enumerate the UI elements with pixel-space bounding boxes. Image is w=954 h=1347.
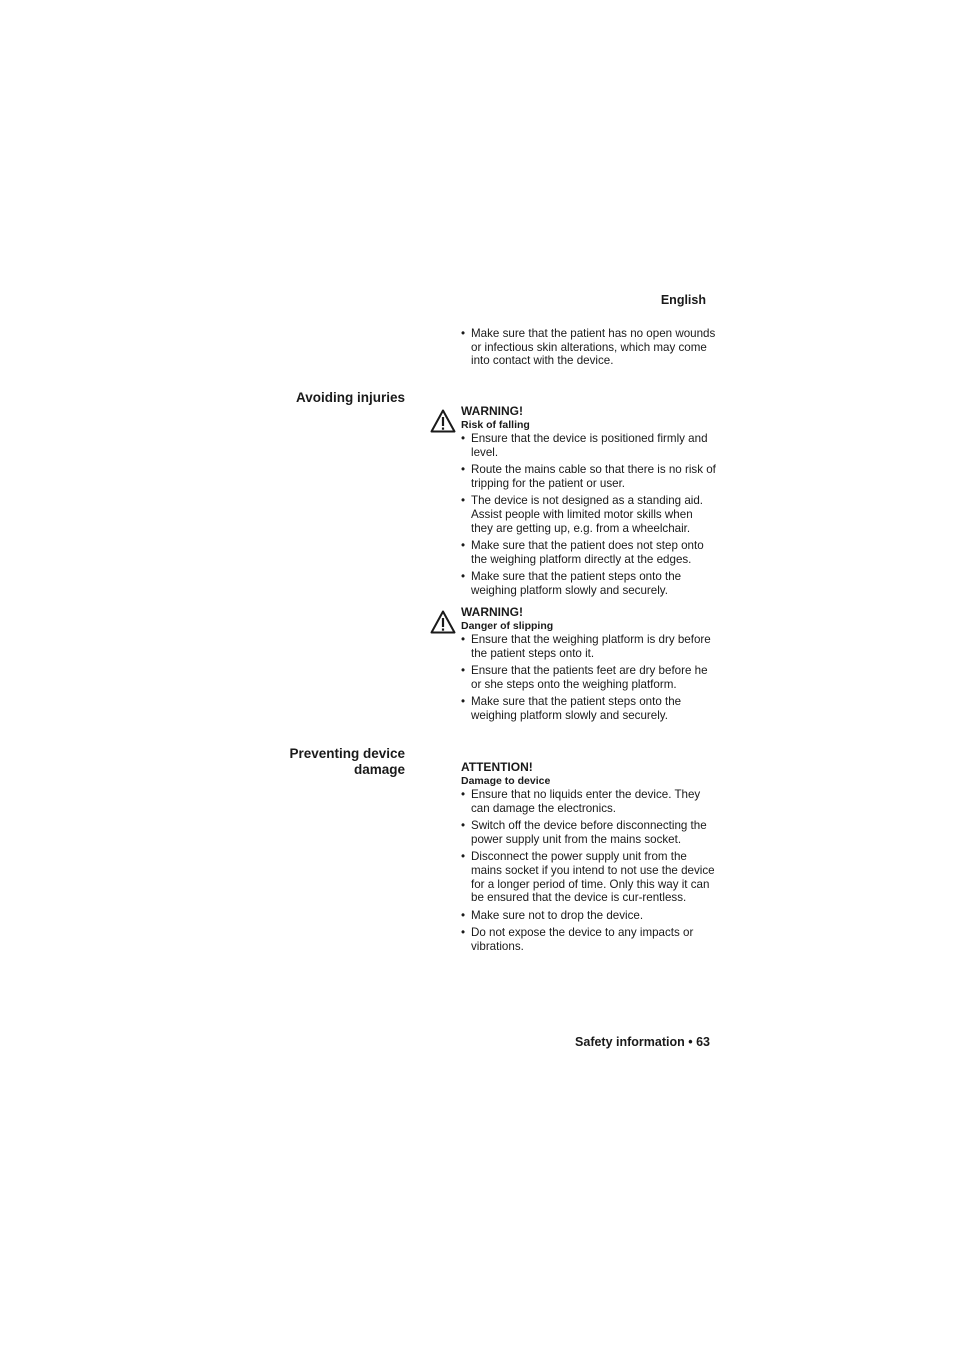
section-heading-avoiding-injuries: Avoiding injuries	[295, 390, 405, 405]
list-item: • Make sure that the patient does not step onto the weighing platform directly at the edges.	[461, 539, 716, 566]
attention-title: ATTENTION!	[461, 760, 533, 774]
warning-block-slipping	[461, 605, 716, 727]
intro-list	[461, 327, 716, 372]
section-heading-preventing-damage	[230, 746, 405, 778]
list-item: • Route the mains cable so that there is no risk of tripping for the patient or user.	[461, 463, 716, 490]
list-item: • Ensure that the weighing platform is dry before the patient steps onto it.	[461, 633, 716, 660]
warning-block-falling	[461, 404, 716, 602]
warning-title: WARNING!	[461, 404, 523, 418]
heading-line: Preventing device	[289, 746, 405, 761]
list-item: • Ensure that the patients feet are dry before he or she steps onto the weighing platform.	[461, 664, 716, 691]
list-item: • Ensure that the device is positioned firmly and level.	[461, 432, 716, 459]
warning-subtitle: Risk of falling	[461, 419, 530, 431]
list-item: • Switch off the device before disconnecting the power supply unit from the mains socket.	[461, 819, 716, 846]
list-item: • Make sure that the patient steps onto the weighing platform slowly and securely.	[461, 570, 716, 597]
list-item: • Do not expose the device to any impacts or vibrations.	[461, 926, 716, 953]
attention-block	[461, 760, 716, 958]
list-item: • The device is not designed as a standing aid. Assist people with limited motor skills when they are getting up, e.g. from a wheelchair.	[461, 494, 716, 535]
list-item: • Make sure that the patient has no open wounds or infectious skin alterations, which may come into contact with the device.	[461, 327, 716, 368]
list-item: • Disconnect the power supply unit from the mains socket if you intend to not use the device for a longer period of time. Only this way it can be ensured that the device is cur-rentless.	[461, 850, 716, 904]
warning-title: WARNING!	[461, 605, 523, 619]
page-footer: Safety information • 63	[575, 1035, 710, 1049]
language-label: English	[660, 293, 706, 307]
attention-subtitle: Damage to device	[461, 775, 551, 787]
list-item: • Make sure not to drop the device.	[461, 909, 716, 923]
heading-line: damage	[353, 762, 405, 777]
warning-subtitle: Danger of slipping	[461, 620, 554, 632]
list-item: • Make sure that the patient steps onto the weighing platform slowly and securely.	[461, 695, 716, 722]
warning-triangle-icon	[430, 610, 456, 634]
warning-triangle-icon	[430, 409, 456, 433]
list-item: • Ensure that no liquids enter the device. They can damage the electronics.	[461, 788, 716, 815]
